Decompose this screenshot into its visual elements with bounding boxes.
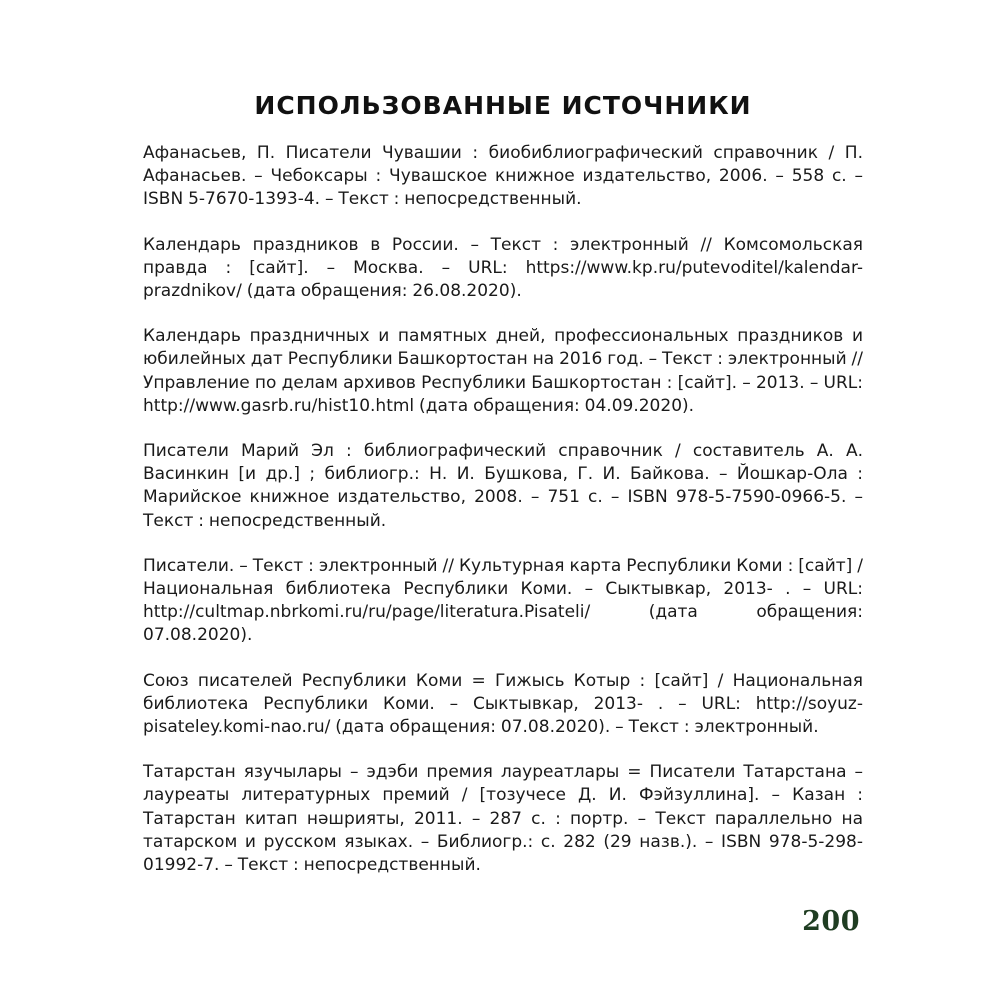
reference-entry: Афанасьев, П. Писатели Чувашии : биобиблиографический справочник / П. Афанасьев. – Чебоксары : Чувашское книжное издательство, 2006. – 558 с. – ISBN 5-7670-1393-4. – Текст : непосредственный. xyxy=(143,143,863,210)
reference-entry: Писатели Марий Эл : библиографический справочник / составитель А. А. Васинкин [и др.] ; библиогр.: Н. И. Бушкова, Г. И. Байкова. – Йошкар-Ола : Марийское книжное издательство, 2008. – 751 с. – ISBN 978-5-7590-0966-5. – Текст : непосредственный. xyxy=(143,441,863,531)
reference-entry: Союз писателей Республики Коми = Гижысь Котыр : [сайт] / Национальная библиотека Республики Коми. – Сыктывкар, 2013- . – URL: http://soyuz-pisateley.komi-nao.ru/ (дата обращения: 07.08.2020). – Текст : электронный. xyxy=(143,670,863,738)
reference-entry: Татарстан язучылары – эдэби премия лауреатлары = Писатели Татарстана – лауреаты литературных премий / [тозучесе Д. И. Фэйзуллина]. – Казан : Татарстан китап нәшрияты, 2011. – 287 с. : портр. – Текст параллельно на татарском и русском языках. – Библиогр.: с. 282 (29 назв.). – ISBN 978-5-298-01992-7. – Текст : непосредственный. xyxy=(143,762,863,876)
page-number: 200 xyxy=(802,906,860,937)
reference-list xyxy=(143,142,863,899)
page-title: ИСПОЛЬЗОВАННЫЕ ИСТОЧНИКИ xyxy=(254,91,752,120)
reference-entry: Календарь праздников в России. – Текст : электронный // Комсомольская правда : [сайт]. – Москва. – URL: https://www.kp.ru/putevoditel/kalendar-prazdnikov/ (дата обращения: 26.08.2020). xyxy=(143,234,863,302)
reference-entry: Писатели. – Текст : электронный // Культурная карта Республики Коми : [сайт] / Национальная библиотека Республики Коми. – Сыктывкар, 2013- . – URL: http://cultmap.nbrkomi.ru/ru/page/literatura.Pisateli/ (дата обращения: 07.08.2020). xyxy=(143,555,863,646)
reference-entry: Календарь праздничных и памятных дней, профессиональных праздников и юбилейных дат Республики Башкортостан на 2016 год. – Текст : электронный // Управление по делам архивов Республики Башкортостан : [сайт]. – 2013. – URL: http://www.gasrb.ru/hist10.html (дата обращения: 04.09.2020). xyxy=(143,326,864,416)
